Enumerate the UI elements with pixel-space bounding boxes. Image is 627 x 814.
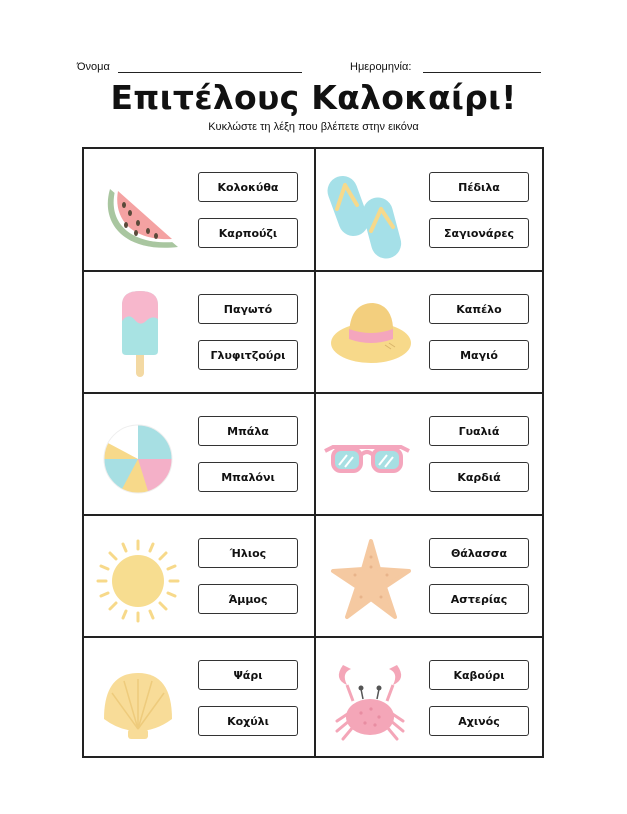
item-cell (84, 515, 314, 637)
item-cell (84, 393, 314, 515)
word-option[interactable]: Καρπούζι (198, 218, 298, 248)
word-option[interactable]: Μπαλόνι (198, 462, 298, 492)
item-cell (84, 149, 314, 271)
worksheet-grid (82, 147, 544, 758)
starfish-icon (327, 527, 413, 625)
word-option[interactable]: Καρδιά (429, 462, 529, 492)
crab-icon (327, 649, 413, 747)
popsicle-icon (96, 283, 182, 381)
item-cell (84, 271, 314, 393)
word-option[interactable]: Μπάλα (198, 416, 298, 446)
date-label: Ημερομηνία: (350, 61, 412, 73)
word-option[interactable]: Κοχύλι (198, 706, 298, 736)
word-option[interactable]: Αστερίας (429, 584, 529, 614)
word-option[interactable]: Πέδιλα (429, 172, 529, 202)
sunglasses-icon (321, 405, 413, 503)
seashell-icon (96, 649, 182, 747)
instructions: Κυκλώστε τη λέξη που βλέπετε στην εικόνα (208, 121, 419, 133)
word-option[interactable]: Μαγιό (429, 340, 529, 370)
name-label: Όνομα (77, 61, 110, 73)
word-option[interactable]: Ψάρι (198, 660, 298, 690)
word-option[interactable]: Γυαλιά (429, 416, 529, 446)
item-cell (315, 515, 545, 637)
word-option[interactable]: Άμμος (198, 584, 298, 614)
watermelon-icon (96, 161, 182, 259)
word-option[interactable]: Θάλασσα (429, 538, 529, 568)
item-cell (315, 393, 545, 515)
word-option[interactable]: Καπέλο (429, 294, 529, 324)
date-field[interactable] (423, 72, 541, 73)
name-field[interactable] (118, 72, 302, 73)
word-option[interactable]: Παγωτό (198, 294, 298, 324)
sun-icon (96, 527, 182, 625)
sun-hat-icon (327, 283, 413, 381)
flip-flops-icon (327, 161, 413, 259)
beach-ball-icon (96, 405, 182, 503)
word-option[interactable]: Γλυφιτζούρι (198, 340, 298, 370)
item-cell (315, 271, 545, 393)
word-option[interactable]: Ήλιος (198, 538, 298, 568)
word-option[interactable]: Καβούρι (429, 660, 529, 690)
word-option[interactable]: Σαγιονάρες (429, 218, 529, 248)
word-option[interactable]: Κολοκύθα (198, 172, 298, 202)
word-option[interactable]: Αχινός (429, 706, 529, 736)
item-cell (315, 149, 545, 271)
page-title: Επιτέλους Καλοκαίρι! (110, 78, 517, 117)
item-cell (315, 637, 545, 759)
item-cell (84, 637, 314, 759)
